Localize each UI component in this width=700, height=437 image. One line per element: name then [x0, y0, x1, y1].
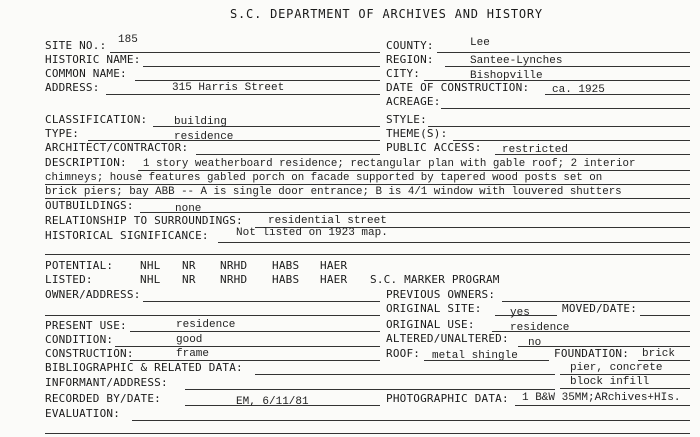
bibliographic-label: BIBLIOGRAPHIC & RELATED DATA:: [45, 361, 243, 374]
date-construction-line: [545, 94, 690, 95]
listed-habs[interactable]: HABS: [272, 273, 300, 286]
site-no-value: 185: [118, 34, 138, 46]
description-label: DESCRIPTION:: [45, 156, 127, 169]
outbuildings-line: [140, 212, 690, 213]
description-underline-2: [45, 184, 690, 185]
common-name-line: [135, 80, 380, 81]
original-use-line: [492, 331, 690, 332]
owner-label: OWNER/ADDRESS:: [45, 288, 141, 301]
informant-line: [185, 389, 555, 390]
date-construction-value: ca. 1925: [552, 84, 605, 96]
foundation-line-2: pier, concrete: [570, 362, 663, 374]
marker-program-label: S.C. MARKER PROGRAM: [370, 273, 500, 286]
moved-date-line: [640, 315, 690, 316]
listed-nrhd[interactable]: NRHD: [220, 273, 248, 286]
foundation-line-3: block infill: [570, 376, 650, 388]
construction-value: frame: [176, 348, 210, 360]
significance-label: HISTORICAL SIGNIFICANCE:: [45, 229, 209, 242]
condition-value: good: [176, 334, 203, 346]
section-separator: [45, 254, 690, 255]
listed-nr[interactable]: NR: [182, 273, 196, 286]
outbuildings-label: OUTBUILDINGS:: [45, 199, 134, 212]
listed-nhl[interactable]: NHL: [140, 273, 161, 286]
region-label: REGION:: [386, 53, 434, 66]
architect-line: [196, 154, 380, 155]
relationship-label: RELATIONSHIP TO SURROUNDINGS:: [45, 214, 243, 227]
original-use-label: ORIGINAL USE:: [386, 318, 475, 331]
description-underline-1: [138, 170, 690, 171]
condition-line: [115, 346, 380, 347]
evaluation-line-2: [45, 433, 690, 434]
construction-label: CONSTRUCTION:: [45, 347, 134, 360]
county-line: [437, 52, 690, 53]
potential-habs[interactable]: HABS: [272, 259, 300, 272]
acreage-line: [441, 108, 690, 109]
description-underline-3: [45, 198, 690, 199]
moved-date-label: MOVED/DATE:: [562, 302, 638, 315]
bibliographic-line: [255, 374, 555, 375]
site-no-label: SITE NO.:: [45, 39, 107, 52]
themes-line: [453, 140, 690, 141]
recorded-by-value: EM, 6/11/81: [236, 396, 309, 408]
public-access-value: restricted: [502, 144, 569, 156]
form-title: S.C. DEPARTMENT OF ARCHIVES AND HISTORY: [230, 7, 543, 21]
city-value: Bishopville: [470, 70, 543, 82]
potential-label: POTENTIAL:: [45, 259, 114, 272]
classification-value: building: [174, 116, 227, 128]
outbuildings-value: none: [175, 203, 202, 215]
address-label: ADDRESS:: [45, 81, 100, 94]
present-use-line: [130, 331, 380, 332]
owner-line: [143, 301, 380, 302]
owner-line-2: [45, 315, 380, 316]
public-access-line: [495, 154, 690, 155]
original-use-value: residence: [510, 322, 570, 334]
listed-haer[interactable]: HAER: [320, 273, 348, 286]
common-name-label: COMMON NAME:: [45, 67, 127, 80]
public-access-label: PUBLIC ACCESS:: [386, 141, 482, 154]
roof-value: metal shingle: [432, 350, 518, 362]
county-value: Lee: [470, 37, 490, 49]
evaluation-label: EVALUATION:: [45, 407, 121, 420]
foundation-underline-3: [560, 388, 690, 389]
foundation-line-1: brick: [642, 348, 676, 360]
architect-label: ARCHITECT/CONTRACTOR:: [45, 141, 189, 154]
previous-owners-label: PREVIOUS OWNERS:: [386, 288, 496, 301]
altered-value: no: [528, 337, 542, 349]
photographic-label: PHOTOGRAPHIC DATA:: [386, 392, 509, 405]
foundation-label: FOUNDATION:: [554, 347, 630, 360]
address-line: [106, 94, 380, 95]
foundation-underline-1: [638, 360, 690, 361]
region-value: Santee-Lynches: [470, 55, 563, 67]
listed-label: LISTED:: [45, 273, 93, 286]
significance-value: Not listed on 1923 map.: [236, 227, 388, 239]
significance-line: [218, 242, 690, 243]
description-line-2: chimneys; house features gabled porch on facade supported by tapered wood posts set on: [45, 172, 603, 184]
county-label: COUNTY:: [386, 39, 434, 52]
foundation-underline-2: [560, 374, 690, 375]
date-construction-label: DATE OF CONSTRUCTION:: [386, 81, 530, 94]
site-no-line: [110, 52, 380, 53]
potential-nhl[interactable]: NHL: [140, 259, 161, 272]
original-site-line: [495, 315, 557, 316]
evaluation-line: [132, 420, 690, 421]
recorded-by-line: [185, 405, 380, 406]
present-use-value: residence: [176, 319, 236, 331]
acreage-label: ACREAGE:: [386, 95, 441, 108]
description-line-1: 1 story weatherboard residence; rectangular plan with gable roof; 2 interior: [143, 158, 636, 170]
original-site-label: ORIGINAL SITE:: [386, 302, 482, 315]
potential-nr[interactable]: NR: [182, 259, 196, 272]
recorded-by-label: RECORDED BY/DATE:: [45, 392, 161, 405]
original-site-value: yes: [510, 307, 530, 319]
present-use-label: PRESENT USE:: [45, 319, 127, 332]
relationship-value: residential street: [268, 215, 387, 227]
type-label: TYPE:: [45, 127, 80, 140]
city-label: CITY:: [386, 67, 421, 80]
photographic-value: 1 B&W 35MM;ARchives+HIs.: [522, 392, 681, 404]
condition-label: CONDITION:: [45, 333, 114, 346]
roof-line: [424, 360, 549, 361]
roof-label: ROOF:: [386, 347, 421, 360]
classification-line: [153, 126, 380, 127]
potential-nrhd[interactable]: NRHD: [220, 259, 248, 272]
altered-label: ALTERED/UNALTERED:: [386, 332, 509, 345]
description-line-3: brick piers; bay ABB -- A is single door entrance; B is 4/1 window with louvered shutters: [45, 186, 622, 198]
style-line: [428, 126, 690, 127]
historic-name-line: [143, 66, 380, 67]
region-line: [445, 66, 690, 67]
informant-label: INFORMANT/ADDRESS:: [45, 376, 168, 389]
themes-label: THEME(S):: [386, 127, 448, 140]
address-value: 315 Harris Street: [172, 82, 285, 94]
classification-label: CLASSIFICATION:: [45, 113, 148, 126]
historic-name-label: HISTORIC NAME:: [45, 53, 141, 66]
style-label: STYLE:: [386, 113, 427, 126]
photographic-line: [515, 405, 690, 406]
type-value: residence: [174, 131, 234, 143]
potential-haer[interactable]: HAER: [320, 259, 348, 272]
